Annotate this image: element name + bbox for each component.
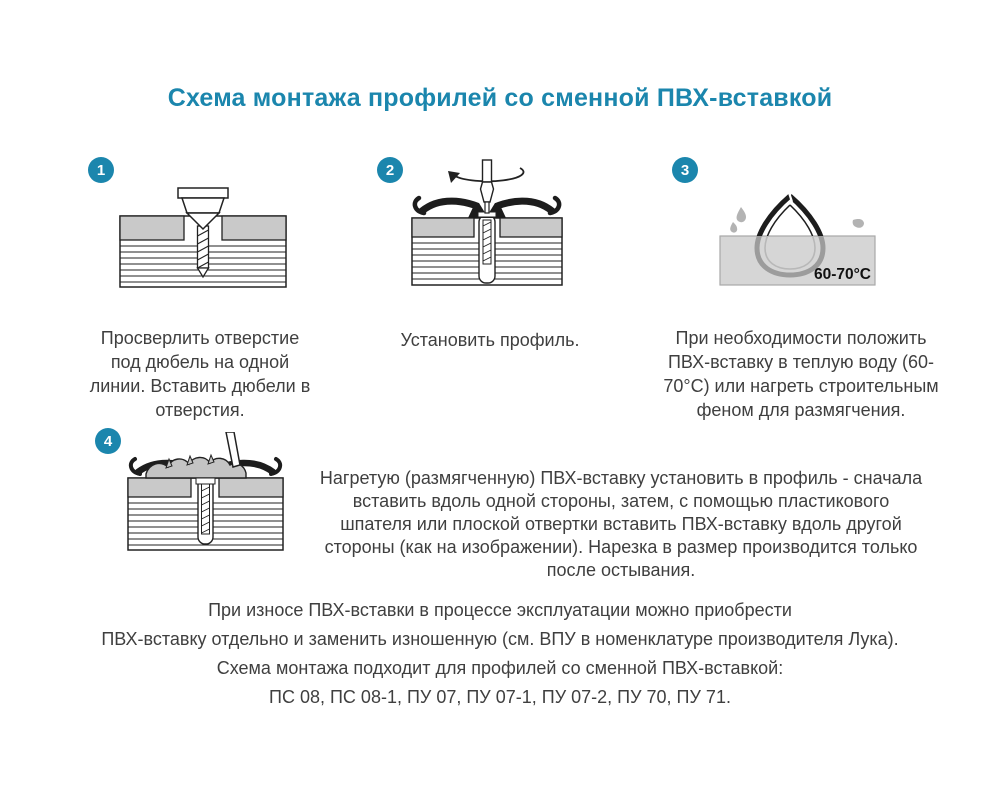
step-3-number-badge: 3 [672,157,698,183]
footer-line: Схема монтажа подходит для профилей со сменной ПВХ-вставкой: [216,658,784,678]
screwdriver-icon [483,160,492,182]
install-profile-illustration [398,158,588,293]
water-temperature-label: 60-70°C [813,266,871,283]
step-1-caption: Просверлить отверстие под дюбель на одной линии. Вставить дюбели в отверстия. [89,328,311,420]
footer-line: При износе ПВХ-вставки в процессе эксплуатации можно приобрести [208,600,792,620]
footer-notes [0,596,1000,712]
page-title: Схема монтажа профилей со сменной ПВХ-вставкой [167,84,833,112]
step-2-caption: Установить профиль. [400,330,580,350]
water-droplet-icon [737,207,746,222]
step-3-caption: При необходимости положить ПВХ-вставку в теплую воду (60-70°С) или нагреть строительным феном для размягчения. [663,328,939,420]
drill-dowel-holes-illustration [115,184,290,296]
water-droplet-icon [730,222,737,233]
step-4-number-badge: 4 [95,428,121,454]
warm-water-illustration [705,178,895,293]
insert-pvc-into-profile-illustration [116,432,301,558]
water-droplet-icon [853,219,864,228]
footer-line-profile-models: ПС 08, ПС 08-1, ПУ 07, ПУ 07-1, ПУ 07-2, ПУ 70, ПУ 71. [269,687,731,707]
footer-line: ПВХ-вставку отдельно и заменить изношенную (см. ВПУ в номенклатуре производителя Лука). [101,629,899,649]
step-2-number-badge: 2 [377,157,403,183]
step-1-number-badge: 1 [88,157,114,183]
step-4-caption: Нагретую (размягченную) ПВХ-вставку установить в профиль - сначала вставить вдоль одной стороны, затем, с помощью пластикового шпателя или плоской отвертки вставить ПВХ-вставку вдоль другой стороны (как на изображении). Нарезка в размер производится только после остывания. [319,468,923,580]
